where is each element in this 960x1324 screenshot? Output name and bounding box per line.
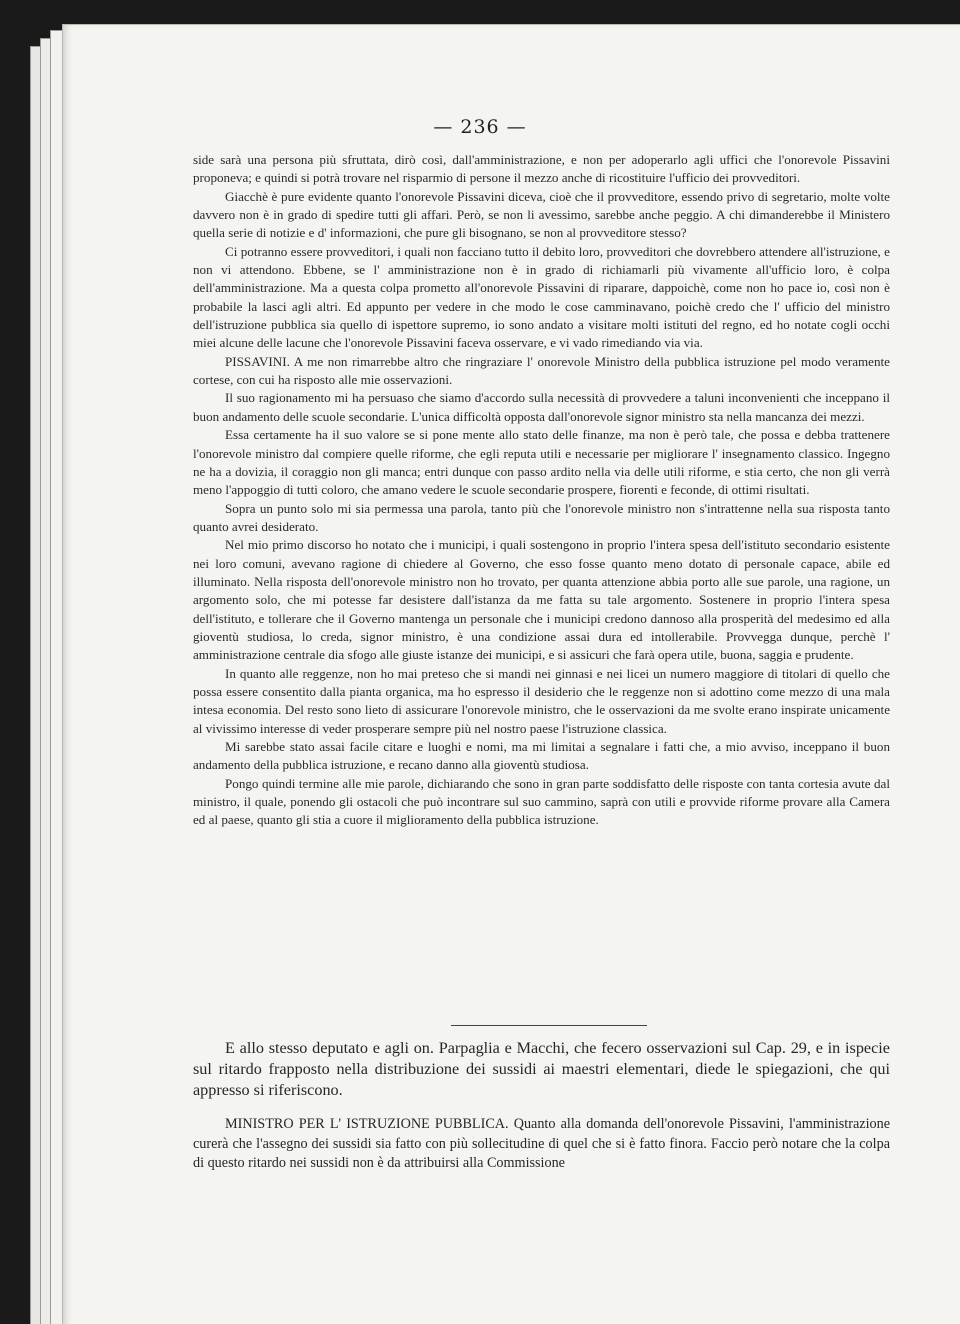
paragraph: Nel mio primo discorso ho notato che i municipi, i quali sostengono in proprio l'intera spesa dell'istituto secondario esistente nei loro comuni, avevano ragione di chiedere al Governo, che esso fosse quanto meno dotato di personale capace, abile ed illuminato. Nella risposta dell'onorevole ministro non ho trovato, per quanta attenzione abbia porto alle sue parole, una ragione, un argomento solo, che mi potesse far desistere dall'istanza da me fatta su tale argomento. Sostenere in proprio l'intera spesa dell'istituto, e tollerare che il Governo mantenga un personale che i municipi credono dannoso alla prosperità del medesimo ed alla gioventù studiosa, lo creda, signor ministro, è una condizione assai dura ed intollerabile. Provvegga dunque, perchè l' amministrazione centrale dia sfogo alle giuste istanze dei municipi, e si assicuri che farà opera utile, buona, saggia e prudente.	[193, 537, 890, 663]
paragraph: Mi sarebbe stato assai facile citare e luoghi e nomi, ma mi limitai a segnalare i fatti che, a mio avviso, inceppano il buon andamento della pubblica istruzione, e recano danno alla gioventù studiosa.	[193, 739, 890, 773]
paragraph: Sopra un punto solo mi sia permessa una parola, tanto più che l'onorevole ministro non s'intrattenne nella sua risposta tanto quanto avrei desiderato.	[193, 500, 890, 534]
paragraph: Essa certamente ha il suo valore se si pone mente allo stato delle finanze, ma non è però tale, che possa e debba trattenere l'onorevole ministro dal compiere quelle riforme, che egli reputa utili e necessarie per migliorare l' insegnamento classico. Ingegno ne ha a dovizia, il coraggio non gli manca; entri dunque con passo ardito nella via delle utili riforme, e stia certo, che non gli verrà meno l'appoggio di tutti coloro, che amano vedere le scuole secondarie prospere, fiorenti e feconde, di ottimi risultati.	[193, 427, 890, 498]
section-divider	[451, 1025, 647, 1026]
minister-paragraph: MINISTRO PER L' ISTRUZIONE PUBBLICA. Quanto alla domanda dell'onorevole Pissavini, l'amministrazione curerà che l'assegno dei sussidi sia fatto con più sollecitudine di quel che si è fatto finora. Faccio però notare che la colpa di questo ritardo nei sussidi non è da attribuirsi alla Commissione	[193, 1116, 890, 1171]
paragraph: Ci potranno essere provveditori, i quali non facciano tutto il debito loro, provveditori che dovrebbero attendere all'istruzione, e non vi attendono. Ebbene, se l' amministrazione non è in grado di richiamarli più vivamente all'ufficio loro, è colpa dell'amministrazione. Ma a questa colpa prometto all'onorevole Pissavini di riparare, dappoichè, come non ho pace io, così non è probabile la lasci agli altri. Ed appunto per vedere in che modo le cose camminavano, poichè credo che l' ufficio del ministro dell'istruzione pubblica sia quello di ispettore supremo, io sono andato a visitare molti istituti del regno, ed ho notate cogli occhi miei alcune delle lacune che l'onorevole Pissavini faceva osservare, e vi vado rimediando via via.	[193, 243, 890, 351]
intro-paragraph: E allo stesso deputato e agli on. Parpaglia e Macchi, che fecero osservazioni sul Cap. 29, e in ispecie sul ritardo frapposto nella distribuzione dei sussidi ai maestri elementari, diede le spiegazioni, che qui appresso si riferiscono.	[193, 1039, 890, 1099]
intro-section	[193, 1038, 890, 1101]
document-body	[193, 151, 890, 830]
paragraph: Il suo ragionamento mi ha persuaso che siamo d'accordo sulla necessità di provvedere a taluni inconvenienti che inceppano il buon andamento delle scuole secondarie. L'unica difficoltà opposta dall'onorevole signor ministro sta nella mancanza dei mezzi.	[193, 390, 890, 424]
paragraph: In quanto alle reggenze, non ho mai preteso che si mandi nei ginnasi e nei licei un numero maggiore di titolari di quello che possa essere consentito dalla pianta organica, ma ho espresso il desiderio che le reggenze non si adottino come mezzo di una mala intesa economia. Del resto sono lieto di assicurare l'onorevole ministro, che le osservazioni da me svolte erano inspirate unicamente al vivissimo interesse di veder prosperare sempre più nel nostro paese l'istruzione classica.	[193, 665, 890, 736]
minister-section	[193, 1115, 890, 1174]
paragraph: Pongo quindi termine alle mie parole, dichiarando che sono in gran parte soddisfatto delle risposte con tanta cortesia avute dal ministro, il quale, ponendo gli ostacoli che può incontrare sul suo cammino, saprà con utili e provvide riforme provare alla Camera ed al paese, quanto gli stia a cuore il miglioramento della pubblica istruzione.	[193, 775, 890, 828]
paragraph: side sarà una persona più sfruttata, dirò così, dall'amministrazione, e non per adoperarlo agli uffici che l'onorevole Pissavini proponeva; e quindi si potrà trovare nel risparmio di persone il mezzo anche di ricostituire l'ufficio dei provveditori.	[193, 152, 890, 186]
paragraph: PISSAVINI. A me non rimarrebbe altro che ringraziare l' onorevole Ministro della pubblica istruzione pel modo veramente cortese, con cui ha risposto alle mie osservazioni.	[193, 353, 890, 388]
page-number: — 236 —	[433, 116, 527, 138]
paragraph: Giacchè è pure evidente quanto l'onorevole Pissavini diceva, cioè che il provveditore, essendo privo di segretario, molte volte davvero non è in grado di spedire tutti gli affari. Però, se non li avessimo, sarebbe anche peggio. A chi dimanderebbe il Ministero quella serie di notizie e d' informazioni, che pure gli bisognano, se non al provveditore stesso?	[193, 188, 890, 241]
